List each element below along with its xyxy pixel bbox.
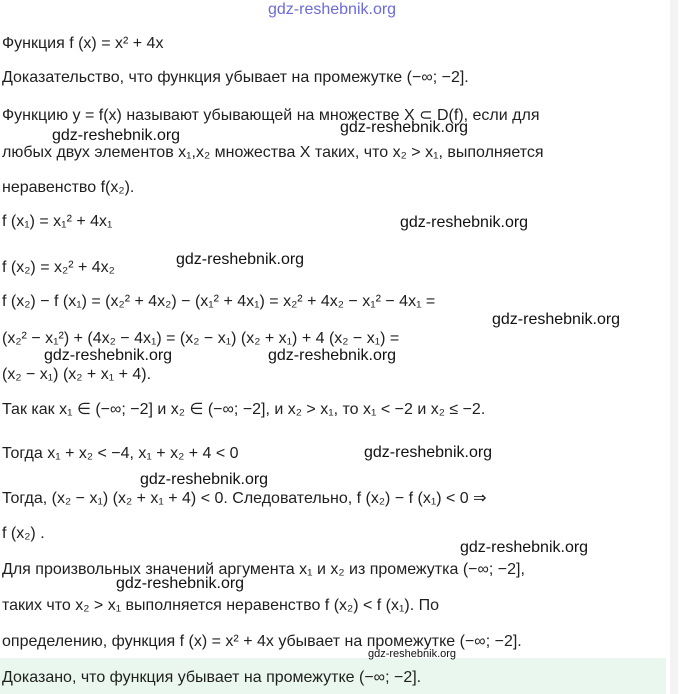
difference-line-3: (x₂ − x₁) (x₂ + x₁ + 4). — [2, 366, 152, 383]
watermark[interactable]: gdz-reshebnik.org — [364, 444, 493, 461]
conclusion-text: Доказано, что функция убывает на промежутке (−∞; −2]. — [2, 669, 422, 686]
sum-inequality-line: Тогда x₁ + x₂ < −4, x₁ + x₂ + 4 < 0 — [2, 445, 239, 462]
definition-line-1: Функцию y = f(x) называют убывающей на множестве X ⊂ D(f), если для — [2, 107, 540, 124]
difference-line-2: (x₂² − x₁²) + (4x₂ − 4x₁) = (x₂ − x₁) (x₂ + x₁) + 4 (x₂ − x₁) = — [2, 330, 400, 347]
general-statement-line-3: определению, функция f (x) = x² + 4x убывает на промежутке (−∞; −2]. — [2, 633, 522, 650]
watermark-top[interactable]: gdz-reshebnik.org — [268, 1, 397, 18]
watermark[interactable]: gdz-reshebnik.org — [340, 119, 469, 136]
watermark[interactable]: gdz-reshebnik.org — [44, 347, 173, 364]
watermark[interactable]: gdz-reshebnik.org — [140, 471, 269, 488]
watermark[interactable]: gdz-reshebnik.org — [268, 347, 397, 364]
equation-f-x2: f (x₂) = x₂² + 4x₂ — [2, 259, 115, 276]
function-definition: Функция f (x) = x² + 4x — [2, 35, 164, 52]
watermark[interactable]: gdz-reshebnik.org — [460, 539, 589, 556]
difference-line-1: f (x₂) − f (x₁) = (x₂² + 4x₂) − (x₁² + 4x₁) = x₂² + 4x₂ − x₁² − 4x₁ = — [2, 293, 436, 310]
product-inequality-line-2: f (x₂) . — [2, 525, 45, 542]
product-inequality-line: Тогда, (x₂ − x₁) (x₂ + x₁ + 4) < 0. Следовательно, f (x₂) − f (x₁) < 0 ⇒ — [2, 490, 487, 507]
general-statement-line-1: Для произвольных значений аргумента x₁ и x₂ из промежутка (−∞; −2], — [2, 561, 525, 578]
condition-line: Так как x₁ ∈ (−∞; −2] и x₂ ∈ (−∞; −2], и x₂ > x₁, то x₁ < −2 и x₂ ≤ −2. — [2, 401, 486, 418]
equation-f-x1: f (x₁) = x₁² + 4x₁ — [2, 213, 113, 230]
watermark[interactable]: gdz-reshebnik.org — [52, 127, 181, 144]
watermark[interactable]: gdz-reshebnik.org — [368, 648, 457, 660]
task-statement: Доказательство, что функция убывает на промежутке (−∞; −2]. — [2, 69, 469, 86]
watermark[interactable]: gdz-reshebnik.org — [116, 575, 245, 592]
definition-line-3: неравенство f(x₂). — [2, 179, 135, 196]
watermark[interactable]: gdz-reshebnik.org — [400, 214, 529, 231]
definition-line-2: любых двух элементов x₁,x₂ множества X таких, что x₂ > x₁, выполняется — [2, 144, 544, 161]
watermark[interactable]: gdz-reshebnik.org — [492, 311, 621, 328]
watermark[interactable]: gdz-reshebnik.org — [176, 251, 305, 268]
general-statement-line-2: таких что x₂ > x₁ выполняется неравенство f (x₂) < f (x₁). По — [2, 597, 440, 614]
